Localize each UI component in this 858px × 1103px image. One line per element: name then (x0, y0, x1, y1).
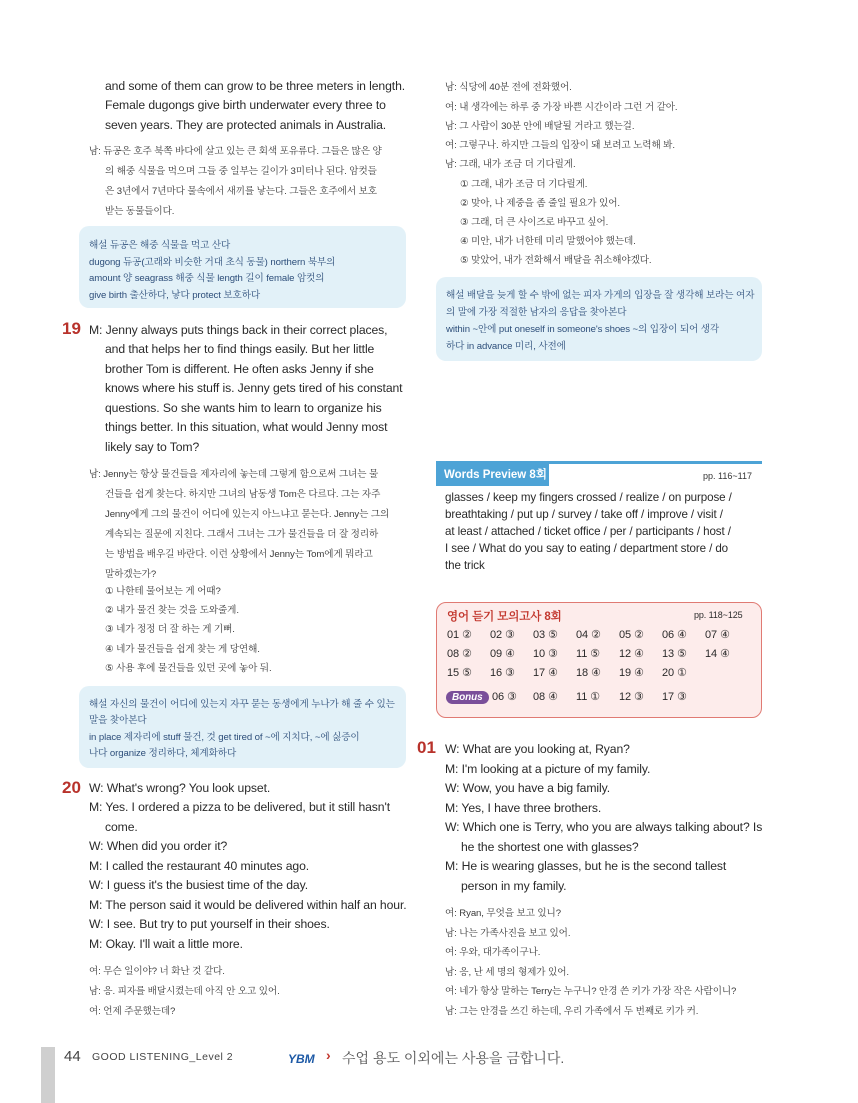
answer: 16 ③ (490, 667, 515, 679)
explanation-line: 나다 organize 정리하다, 체계화하다 (89, 748, 237, 759)
translation-line: 말하겠는가? (105, 569, 157, 580)
translation-line: 는 방법을 배우길 바란다. 이런 상황에서 Jenny는 Tom에게 뭐라고 (105, 549, 373, 560)
answer: 15 ⑤ (447, 667, 472, 679)
script-line: knows where his stuff is. Jenny gets tired of his constant (105, 381, 403, 395)
translation-line: 의 해중 식물을 먹으며 그들 중 일부는 길이가 3미터나 된다. 암컷들 (105, 166, 377, 177)
option-line: ① 그래, 내가 조금 더 기다릴게. (460, 179, 588, 190)
vocab-line: breathtaking / put up / survey / take off / improve / visit / (445, 508, 723, 521)
script-line: M: Okay. I'll wait a little more. (89, 937, 243, 951)
explanation-line: 해설 자신의 물건이 어디에 있는지 자꾸 묻는 동생에게 누나가 해 줄 수 있는 (89, 699, 395, 710)
script-line: M: Yes, I have three brothers. (445, 801, 602, 815)
translation-line: 남: 그는 안경을 쓰긴 하는데, 우리 가족에서 두 번째로 키가 커. (445, 1006, 699, 1017)
words-preview-pages: pp. 116~117 (703, 471, 752, 481)
answer: 17 ④ (533, 667, 558, 679)
answer: 20 ① (662, 667, 687, 679)
script-line: M: I called the restaurant 40 minutes ago. (89, 859, 310, 873)
explanation-line: in place 제자리에 stuff 물건, 것 get tired of ~에 지치다, ~에 싫증이 (89, 732, 360, 743)
translation-line: 남: 그 사람이 30분 안에 배달될 거라고 했는걸. (445, 121, 635, 132)
script-line: W: What are you looking at, Ryan? (445, 742, 630, 756)
answer: 19 ④ (619, 667, 644, 679)
translation-line: 계속되는 질문에 지친다. 그래서 그녀는 그가 물건들을 더 잘 정리하 (105, 529, 379, 540)
explanation-line: amount 양 seagrass 해중 식물 length 길이 female 암컷의 (89, 273, 325, 284)
script-line: person in my family. (461, 879, 567, 893)
bonus-answer: 17 ③ (662, 691, 687, 703)
script-line: W: Wow, you have a big family. (445, 781, 610, 795)
translation-line: 남: Jenny는 항상 물건들을 제자리에 놓는데 그렇게 함으로써 그녀는 물 (89, 469, 379, 480)
answer: 05 ② (619, 629, 644, 641)
option-line: ③ 네가 정정 더 잘 하는 게 기뻐. (105, 624, 235, 635)
script-line: W: Which one is Terry, who you are always talking about? Is (445, 820, 763, 834)
vocab-line: the trick (445, 559, 485, 572)
text-line: seven years. They are protected animals in Australia. (105, 118, 387, 132)
translation-line: 남: 식당에 40분 전에 전화했어. (445, 82, 572, 93)
script-line: and that helps her to find things easily. But her little (105, 342, 375, 356)
script-line: come. (105, 820, 138, 834)
words-preview-title: Words Preview 8회 (436, 464, 549, 486)
translation-line: 여: 언제 주문했는데? (89, 1006, 176, 1017)
translation-line: 남: 그래, 내가 조금 더 기다릴게. (445, 159, 576, 170)
option-line: ② 맞아, 나 제중을 좀 줄일 필요가 있어. (460, 198, 620, 209)
translation-line: 여: 무슨 일이야? 너 화난 것 같다. (89, 966, 225, 977)
bonus-answer: 06 ③ (492, 691, 517, 703)
explanation-line: 하다 in advance 미리, 사전에 (446, 341, 566, 352)
answer: 11 ⑤ (576, 648, 600, 660)
answer: 10 ③ (533, 648, 558, 660)
script-line: M: I'm looking at a picture of my family. (445, 762, 651, 776)
explanation-line: 의 말에 가장 적절한 남자의 응답을 찾아본다 (446, 307, 627, 318)
translation-line: Jenny에게 그의 물건이 어디에 있는지 아느냐고 묻는다. Jenny는 그의 (105, 509, 390, 520)
answer: 02 ③ (490, 629, 515, 641)
vocab-line: glasses / keep my fingers crossed / realize / on purpose / (445, 491, 732, 504)
answer: 14 ④ (705, 648, 730, 660)
translation-line: 건들을 쉽게 찾는다. 하지만 그녀의 남동생 Tom은 다르다. 그는 자주 (105, 489, 381, 500)
chevron-right-icon: › (326, 1047, 331, 1063)
translation-line: 여: 네가 항상 말하는 Terry는 누구니? 안경 쓴 키가 가장 작은 사람이니? (445, 986, 737, 997)
explanation-line: within ~안에 put oneself in someone's shoes ~의 입장이 되어 생각 (446, 324, 720, 335)
explanation-line: 해설 배달을 늦게 할 수 밖에 없는 피자 가게의 입장을 잘 생각해 보라는 여자 (446, 290, 755, 301)
script-line: questions. So she wants him to learn to organize his (105, 401, 382, 415)
question-number: 19 (62, 319, 81, 338)
text-line: and some of them can grow to be three meters in length. (105, 79, 406, 93)
translation-line: 여: Ryan, 무엇을 보고 있니? (445, 908, 561, 919)
book-title: GOOD LISTENING_Level 2 (92, 1051, 234, 1063)
script-line: W: I see. But try to put yourself in their shoes. (89, 917, 330, 931)
script-line: W: When did you order it? (89, 839, 228, 853)
answer: 08 ② (447, 648, 472, 660)
translation-line: 여: 내 생각에는 하루 중 가장 바쁜 시간이라 그런 거 같아. (445, 102, 678, 113)
vocab-line: at least / attached / ticket office / per / participants / host / (445, 525, 731, 538)
answer: 04 ② (576, 629, 601, 641)
bonus-badge: Bonus (446, 689, 489, 704)
script-line: M: Jenny always puts things back in their correct places, (89, 323, 388, 337)
text-line: Female dugongs give birth underwater every three to (105, 98, 386, 112)
answer: 18 ④ (576, 667, 601, 679)
answer-key-pages: pp. 118~125 (694, 610, 743, 620)
option-line: ④ 네가 물건들을 쉽게 찾는 게 당연해. (105, 644, 260, 655)
answer: 06 ④ (662, 629, 687, 641)
option-line: ⑤ 맞았어, 내가 전화해서 배달을 취소해야겠다. (460, 255, 652, 266)
script-line: M: The person said it would be delivered within half an hour. (89, 898, 407, 912)
option-line: ② 내가 물건 찾는 것을 도와줄게. (105, 605, 239, 616)
script-line: likely say to Tom? (105, 440, 200, 454)
script-line: W: I guess it's the busiest time of the day. (89, 878, 308, 892)
translation-line: 여: 우와, 대가족이구나. (445, 947, 541, 958)
option-line: ⑤ 사용 후에 물건들을 있던 곳에 놓아 둬. (105, 663, 272, 674)
script-line: M: He is wearing glasses, but he is the second tallest (445, 859, 727, 873)
copyright-notice: 수업 용도 이외에는 사용을 금합니다. (342, 1050, 565, 1066)
words-preview-box (436, 461, 762, 481)
script-line: M: Yes. I ordered a pizza to be delivered, but it still hasn't (89, 800, 390, 814)
explanation-line: 말을 찾아본다 (89, 715, 147, 726)
answer: 03 ⑤ (533, 629, 558, 641)
answer: 01 ② (447, 629, 472, 641)
vocab-line: I see / What do you say to eating / department store / do (445, 542, 729, 555)
explanation-line: dugong 듀공(고래와 비슷한 거대 초식 동물) northern 북부의 (89, 257, 336, 268)
explanation-line: 해설 듀공은 해중 식물을 먹고 산다 (89, 240, 231, 251)
translation-line: 남: 응, 난 세 명의 형제가 있어. (445, 967, 569, 978)
bonus-answer: 12 ③ (619, 691, 644, 703)
question-number: 20 (62, 778, 81, 797)
question-number: 01 (417, 738, 436, 757)
answer: 09 ④ (490, 648, 515, 660)
translation-line: 은 3년에서 7년마다 물속에서 새끼를 낳는다. 그들은 호주에서 보호 (105, 186, 377, 197)
bonus-answer: 08 ④ (533, 691, 558, 703)
script-line: he the shortest one with glasses? (461, 840, 639, 854)
brand-logo: YBM (288, 1052, 315, 1066)
footer-bar (41, 1047, 55, 1103)
page-number: 44 (64, 1048, 81, 1065)
explanation-line: give birth 출산하다, 낳다 protect 보호하다 (89, 290, 261, 301)
answer: 12 ④ (619, 648, 644, 660)
translation-line: 여: 그렇구나. 하지만 그들의 입장이 돼 보려고 노력해 봐. (445, 140, 675, 151)
translation-line: 남: 응. 피자를 배달시켰는데 아직 안 오고 있어. (89, 986, 280, 997)
script-line: brother Tom is different. He often asks Jenny if she (105, 362, 374, 376)
option-line: ① 나한테 물어보는 게 어때? (105, 586, 221, 597)
option-line: ④ 미안, 내가 너한테 미리 말했어야 했는데. (460, 236, 636, 247)
option-line: ③ 그래, 더 큰 사이즈로 바꾸고 싶어. (460, 217, 609, 228)
translation-line: 남: 나는 가족사진을 보고 있어. (445, 928, 571, 939)
bonus-answer: 11 ① (576, 691, 600, 703)
translation-line: 남: 듀공은 호주 북쪽 바다에 살고 있는 큰 회색 포유류다. 그들은 많은 양 (89, 146, 382, 157)
answer-key-title: 영어 듣기 모의고사 8회 (447, 611, 562, 623)
script-line: things better. In this situation, what would Jenny most (105, 420, 388, 434)
translation-line: 받는 동물들이다. (105, 206, 175, 217)
script-line: W: What's wrong? You look upset. (89, 781, 271, 795)
answer: 07 ④ (705, 629, 730, 641)
answer: 13 ⑤ (662, 648, 687, 660)
